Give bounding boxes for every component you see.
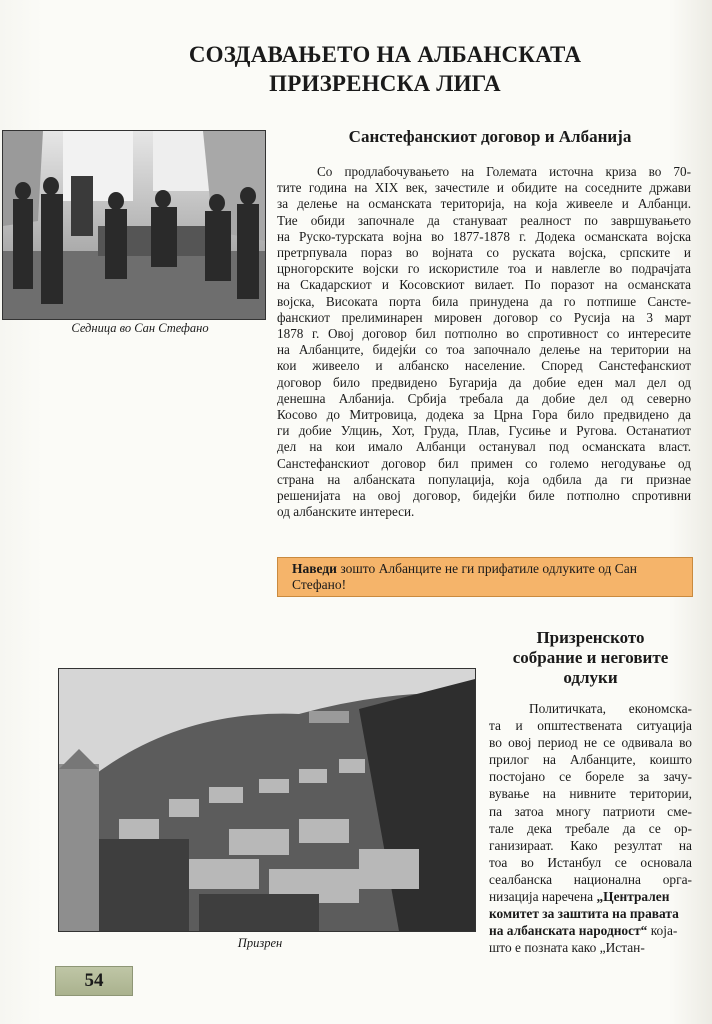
section1-line: црногорските војски го искористиле тоа и навлегле во подрачјата bbox=[277, 261, 691, 277]
section1-line: кои живеело и албанско население. Според Санстефанскиот bbox=[277, 358, 691, 374]
section2-line: постојано се бореле за зачу- bbox=[489, 769, 692, 785]
section2-heading-line-1: Призренското bbox=[536, 628, 645, 647]
section2-line: вување на нивните територии, bbox=[489, 786, 692, 802]
section1-line: страна на албанската популација, која одбила да ги признае bbox=[277, 471, 691, 487]
section1-line: војска, Високата порта била принудена да го потпише Сансте- bbox=[277, 293, 691, 309]
section1-line: на Скадарскиот и Косовскиот вилает. По поразот на османската bbox=[277, 277, 691, 293]
section1-line: договор било предвидено Бугарија да добие еден мал дел од bbox=[277, 374, 691, 390]
section1-line: решенијата на овој договор, бидејќи биле потполно спротивни bbox=[277, 488, 691, 504]
section2-line: тале дека требале да се ор- bbox=[489, 820, 692, 836]
section1-heading: Санстефанскиот договор и Албанија bbox=[348, 127, 632, 146]
section1-line: дел на кои имало Албанци останувал под османската власт. bbox=[277, 439, 691, 455]
section2-line bbox=[489, 888, 692, 905]
section1-body bbox=[277, 164, 691, 520]
san-stefano-photo bbox=[2, 130, 266, 320]
section1-line: на Албанците, бидејќи со тоа започнало делење на територии на bbox=[277, 342, 691, 358]
section2-heading bbox=[488, 628, 693, 688]
section2-line-text: низација наречена bbox=[489, 889, 597, 905]
section2-tail-2: што е позната како „Истан- bbox=[489, 940, 645, 956]
section1-line: фанскиот прелиминарен мировен договор со Русија на 3 март bbox=[277, 309, 691, 325]
section2-line: сеалбанска национална орга- bbox=[489, 871, 692, 887]
section2-line bbox=[489, 939, 692, 956]
page-number: 54 bbox=[55, 966, 133, 996]
section2-line: во овој период не се одвивала во bbox=[489, 735, 692, 751]
section1-line: на Руско-турската војна во 1877-1878 г. Додека османската војска bbox=[277, 228, 691, 244]
task-text: зошто Албанците не ги прифатиле одлуките од Сан Стефано! bbox=[292, 561, 638, 592]
section2-line: Политичката, економска- bbox=[529, 701, 692, 716]
committee-name-part-1: „Централен bbox=[596, 889, 670, 905]
committee-name-part-2: комитет за заштита на правата bbox=[489, 906, 679, 922]
section2-heading-line-2: собрание и неговите bbox=[512, 648, 669, 667]
photo2-caption: Призрен bbox=[237, 936, 283, 950]
section2-line: ганизираат. Како резултат на bbox=[489, 837, 692, 853]
section1-line: Тие обиди започнале да стануваат реалност по завршувањето bbox=[277, 212, 691, 228]
task-keyword: Наведи bbox=[292, 561, 337, 576]
page-title bbox=[150, 40, 620, 98]
section1-line: ги добие Улцињ, Хот, Груда, Плав, Гусиње и Ругова. Останатиот bbox=[277, 423, 691, 439]
section1-line: Санстефанскиот договор бил примен со големо негодување од bbox=[277, 455, 691, 471]
section1-line: претрпувала пораз во војната со руската војска, српските и bbox=[277, 245, 691, 261]
section2-body bbox=[489, 700, 692, 956]
section2-tail-1: која- bbox=[647, 923, 678, 939]
section2-line: та и општествената ситуација bbox=[489, 718, 692, 734]
section1-line: тите година на XIX век, зачестиле и обидите на соседните држави bbox=[277, 180, 691, 196]
task-box bbox=[277, 557, 693, 597]
section1-line: за делење на османската територија, на која живееле и Албанци. bbox=[277, 196, 691, 212]
section2-line: прилог на Албанците, коишто bbox=[489, 752, 692, 768]
section1-line: денешна Албанија. Србија требала да добие дел од северно bbox=[277, 390, 691, 406]
prizren-photo bbox=[58, 668, 476, 932]
section2-heading-line-3: одлуки bbox=[563, 668, 618, 687]
section2-line bbox=[489, 922, 692, 939]
section2-line bbox=[489, 905, 692, 922]
section2-line: тоа во Истанбул се основала bbox=[489, 854, 692, 870]
section1-line: од албанските интереси. bbox=[277, 504, 415, 520]
section1-line: Косово до Митровица, додека за Црна Гора било предвидено да bbox=[277, 407, 691, 423]
section2-line: па затоа многу патриоти сме- bbox=[489, 803, 692, 819]
title-line-1: СОЗДАВАЊЕТО НА АЛБАНСКАТА bbox=[188, 42, 582, 67]
section1-line: Со продлабочувањето на Големата источна криза во 70- bbox=[317, 164, 691, 179]
section1-line: 1878 г. Овој договор бил потполно во спротивност со интересите bbox=[277, 326, 691, 342]
photo1-caption: Седница во Сан Стефано bbox=[71, 321, 209, 335]
committee-name-part-3: на албанската народност“ bbox=[489, 923, 648, 939]
title-line-2: ПРИЗРЕНСКА ЛИГА bbox=[269, 71, 501, 96]
